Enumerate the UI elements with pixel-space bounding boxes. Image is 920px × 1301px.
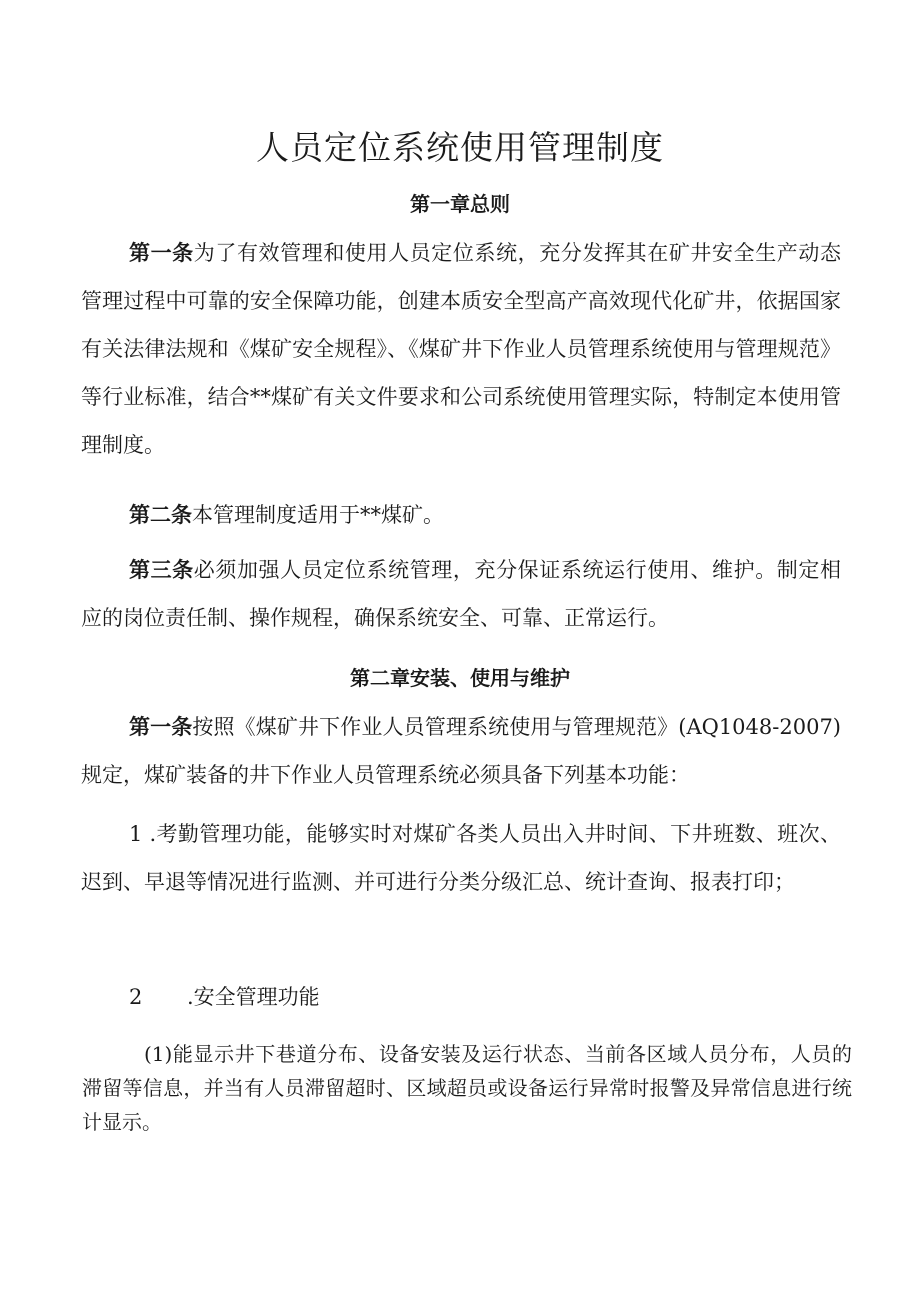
chapter-1-heading: 第一章总则 <box>410 192 510 216</box>
article-3-text: 必须加强人员定位系统管理，充分保证系统运行使用、维护。制定相应的岗位责任制、操作规程，确保系统安全、可靠、正常运行。 <box>81 558 841 630</box>
chapter-1-article-2 <box>81 491 841 539</box>
function-item-1: 1 .考勤管理功能，能够实时对煤矿各类人员出入井时间、下井班数、班次、迟到、早退等情况进行监测、并可进行分类分级汇总、统计查询、报表打印； <box>81 822 841 894</box>
chapter-2-article-1-lead: 第一条 <box>129 715 193 739</box>
article-2-text: 本管理制度适用于**煤矿。 <box>192 503 444 527</box>
document-title: 人员定位系统使用管理制度 <box>256 128 664 167</box>
chapter-2-article-1-text: 按照《煤矿井下作业人员管理系统使用与管理规范》(AQ1048-2007)规定，煤矿装备的井下作业人员管理系统必须具备下列基本功能： <box>81 715 841 787</box>
function-item-2-text: .安全管理功能 <box>187 985 320 1009</box>
chapter-1-article-1 <box>81 229 841 469</box>
chapter-2-article-1 <box>81 703 841 799</box>
function-item-2 <box>129 981 320 1011</box>
function-subitem-1: (1)能显示井下巷道分布、设备安装及运行状态、当前各区域人员分布，人员的滞留等信息，并当有人员滞留超时、区域超员或设备运行异常时报警及异常信息进行统计显示。 <box>82 1042 852 1134</box>
chapter-2-heading: 第二章安装、使用与维护 <box>350 666 570 690</box>
article-3-lead: 第三条 <box>129 558 194 582</box>
function-item-2-number: 2 <box>129 985 143 1009</box>
article-1-text: 为了有效管理和使用人员定位系统，充分发挥其在矿井安全生产动态管理过程中可靠的安全保障功能，创建本质安全型高产高效现代化矿井，依据国家有关法律法规和《煤矿安全规程》、《煤矿井下作业人员管理系统使用与管理规范》等行业标准，结合**煤矿有关文件要求和公司系统使用管理实际，特制定本使用管理制度。 <box>81 241 841 457</box>
article-2-lead: 第二条 <box>129 503 192 527</box>
chapter-1-article-3 <box>81 546 841 642</box>
article-1-lead: 第一条 <box>129 241 194 265</box>
